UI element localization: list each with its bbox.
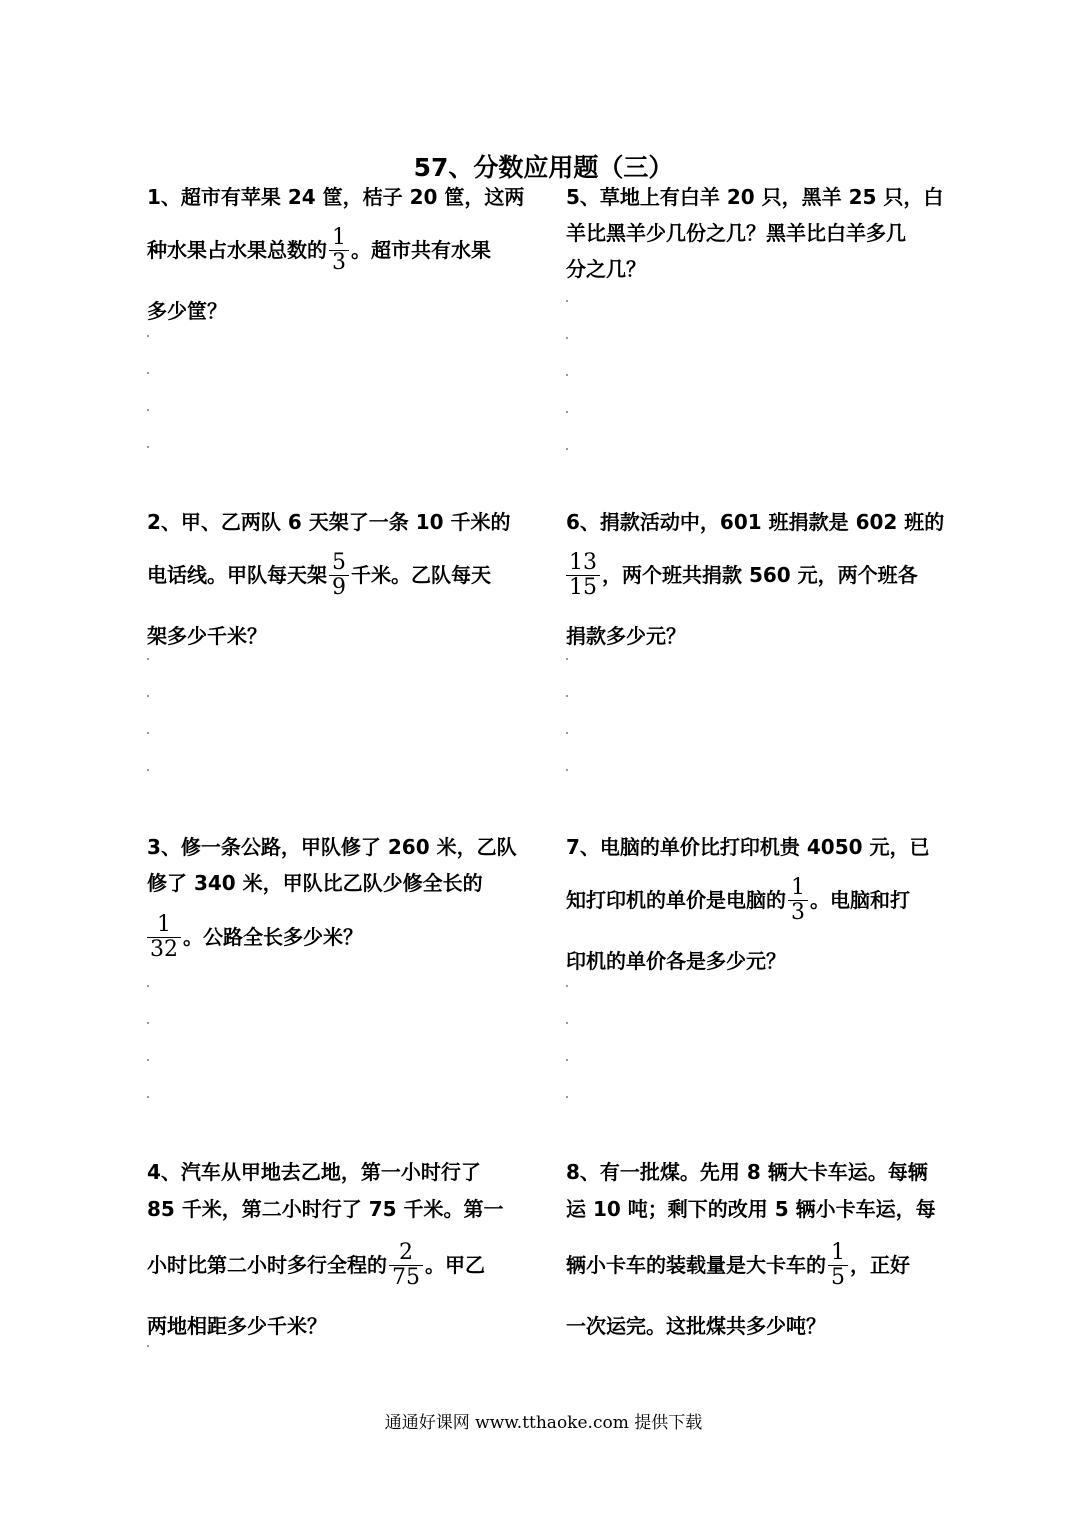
problem-4-line-3b: 。甲乙	[425, 1252, 485, 1277]
problem-4	[147, 1155, 527, 1351]
dot-guide-left	[147, 1345, 151, 1382]
problem-1	[147, 180, 527, 336]
page-title: 57、分数应用题（三）	[413, 153, 674, 182]
problem-3	[147, 830, 527, 972]
problem-1-line-1: 1、超市有苹果 24 筐，桔子 20 筐，这两	[147, 184, 525, 209]
problem-2-line-2a: 电话线。甲队每天架	[147, 562, 327, 587]
fraction-denominator: 3	[332, 249, 346, 275]
fraction-denominator: 32	[150, 936, 178, 962]
problem-7-line-3: 印机的单价各是多少元？	[566, 948, 786, 973]
fraction-numerator: 1	[332, 225, 346, 251]
fraction-1-5	[828, 1241, 848, 1288]
problem-8	[566, 1155, 946, 1351]
problem-1-line-2b: 。超市共有水果	[351, 237, 491, 262]
problem-8-line-1: 8、有一批煤。先用 8 辆大卡车运。每辆	[566, 1159, 928, 1184]
fraction-numerator: 1	[791, 875, 805, 901]
problem-5-line-3: 分之几？	[566, 256, 646, 281]
fraction-1-32	[147, 913, 181, 960]
fraction-denominator: 75	[392, 1264, 420, 1290]
problem-7	[566, 830, 946, 986]
fraction-5-9	[329, 551, 349, 598]
fraction-numerator: 2	[399, 1240, 413, 1266]
problem-3-line-1: 3、修一条公路，甲队修了 260 米，乙队	[147, 834, 517, 859]
dot-guide-left	[147, 658, 151, 806]
dot-guide-right	[566, 300, 570, 485]
fraction-1-3	[788, 876, 808, 923]
footer-source: 通通好课网 www.tthaoke.com 提供下载	[384, 1413, 703, 1433]
problem-2-line-2b: 千米。乙队每天	[351, 562, 491, 587]
problem-5-line-1: 5、草地上有白羊 20 只，黑羊 25 只，白	[566, 184, 944, 209]
fraction-numerator: 5	[332, 550, 346, 576]
fraction-numerator: 13	[569, 550, 597, 576]
problem-8-line-3a: 辆小卡车的装载量是大卡车的	[566, 1252, 826, 1277]
problem-1-line-2a: 种水果占水果总数的	[147, 237, 327, 262]
problem-6-line-3: 捐款多少元？	[566, 623, 686, 648]
problem-6-line-1: 6、捐款活动中，601 班捐款是 602 班的	[566, 509, 945, 534]
dot-guide-left	[147, 335, 151, 483]
fraction-denominator: 9	[332, 574, 346, 600]
fraction-13-15	[566, 551, 600, 598]
problem-2-line-1: 2、甲、乙两队 6 天架了一条 10 千米的	[147, 509, 511, 534]
dot-guide-right	[566, 985, 570, 1133]
problem-4-line-4: 两地相距多少千米？	[147, 1313, 327, 1338]
problem-3-line-2: 修了 340 米，甲队比乙队少修全长的	[147, 870, 483, 895]
fraction-numerator: 1	[157, 912, 171, 938]
problem-1-line-3: 多少筐？	[147, 298, 227, 323]
problem-8-line-4: 一次运完。这批煤共多少吨？	[566, 1313, 826, 1338]
fraction-denominator: 3	[791, 899, 805, 925]
problem-4-line-1: 4、汽车从甲地去乙地，第一小时行了	[147, 1159, 481, 1184]
problem-3-line-3b: 。公路全长多少米？	[183, 924, 363, 949]
dot-guide-left	[147, 985, 151, 1133]
fraction-2-75	[389, 1241, 423, 1288]
problem-6-line-2b: ，两个班共捐款 560 元，两个班各	[602, 562, 918, 587]
fraction-1-3	[329, 226, 349, 273]
dot-guide-right	[566, 658, 570, 806]
problem-7-line-1: 7、电脑的单价比打印机贵 4050 元，已	[566, 834, 930, 859]
problem-5	[566, 180, 946, 286]
fraction-denominator: 5	[831, 1264, 845, 1290]
problem-8-line-3b: ，正好	[850, 1252, 910, 1277]
problem-5-line-2: 羊比黑羊少几份之几？黑羊比白羊多几	[566, 220, 906, 245]
fraction-numerator: 1	[831, 1240, 845, 1266]
problem-6	[566, 505, 946, 661]
problem-8-line-2: 运 10 吨；剩下的改用 5 辆小卡车运，每	[566, 1196, 936, 1221]
problem-4-line-2: 85 千米，第二小时行了 75 千米。第一	[147, 1196, 504, 1221]
fraction-denominator: 15	[569, 574, 597, 600]
problem-2-line-3: 架多少千米？	[147, 623, 267, 648]
problem-7-line-2a: 知打印机的单价是电脑的	[566, 887, 786, 912]
problem-4-line-3a: 小时比第二小时多行全程的	[147, 1252, 387, 1277]
problem-7-line-2b: 。电脑和打	[810, 887, 910, 912]
problem-2	[147, 505, 527, 661]
